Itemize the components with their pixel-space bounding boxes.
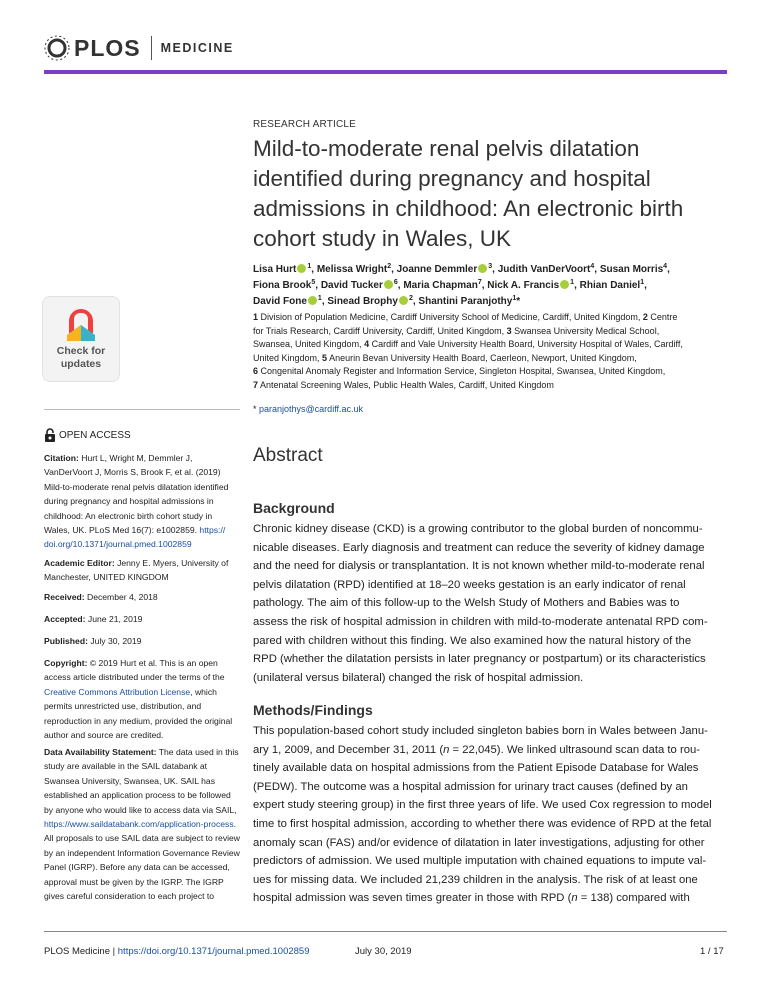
author-separator: ,: [315, 280, 321, 291]
journal-logo[interactable]: [44, 33, 234, 63]
data-line: All proposals to use SAIL data are subject to review: [44, 833, 241, 844]
corresponding-email: [253, 404, 363, 414]
data-line: study are available in the SAIL databank at: [44, 761, 208, 772]
affiliation-line: [253, 311, 733, 325]
article-type: RESEARCH ARTICLE: [253, 119, 357, 130]
affiliation-sup: 3: [488, 263, 493, 270]
license-link[interactable]: Creative Commons Attribution License: [44, 686, 191, 697]
accepted-value: June 21, 2019: [85, 614, 143, 624]
author-separator: ,: [321, 296, 328, 307]
data-line: The data used in this: [156, 747, 239, 757]
email-link[interactable]: paranjothys@cardiff.ac.uk: [259, 404, 364, 414]
orcid-icon[interactable]: [308, 296, 317, 305]
affiliation-number: 7: [253, 379, 259, 390]
author-name[interactable]: Maria Chapman: [403, 280, 478, 291]
data-line: Panel (IGRP). Before any data can be accessed,: [44, 862, 230, 873]
affiliation-sup: 4: [663, 263, 668, 270]
check-for-updates-badge[interactable]: [42, 296, 120, 382]
author-separator: ,: [492, 264, 498, 275]
methods-line: (PEDW). The outcome was a hospital admission for urinary tract causes (defined by an: [253, 780, 688, 793]
background-line: pared with children without this finding. We also examined how the natural history of the: [253, 634, 692, 647]
author-line: [253, 262, 733, 278]
footer-divider: [44, 931, 727, 932]
open-access-text: OPEN ACCESS: [59, 429, 131, 441]
citation-doi-link[interactable]: doi.org/10.1371/journal.pmed.1002859: [44, 539, 192, 550]
footer-date: July 30, 2019: [355, 946, 412, 957]
author-name[interactable]: Joanne Demmler: [396, 264, 478, 275]
affiliation-sup: 1: [317, 295, 322, 302]
received-label: Received:: [44, 592, 85, 602]
methods-line: predictors of admission. We used multiple imputation with chained equations to impute val-: [253, 855, 707, 868]
affiliation-sup: 1: [307, 263, 312, 270]
open-lock-icon: [44, 428, 56, 442]
affiliation-text: Antenatal Screening Wales, Public Health Wales, Cardiff, United Kingdom: [258, 379, 554, 390]
affiliation-sup: 7: [477, 279, 482, 286]
article-title: [253, 134, 723, 254]
methods-line: ary 1, 2009, and December 31, 2011 (n = 22,045). We linked ultrasound scan data to rou-: [253, 743, 701, 756]
received-date: [44, 590, 240, 604]
methods-line: anomaly scan (FAS) and/or evidence of dilatation in later investigations, adjusting for other: [253, 836, 705, 849]
affiliation-number: 2: [642, 312, 648, 322]
affiliation-number: 6: [253, 366, 259, 376]
editor-line: Manchester, UNITED KINGDOM: [44, 572, 169, 583]
data-line: gives careful consideration to each project to: [44, 891, 215, 902]
background-line: RPD (whether the dilatation persists in later pregnancy or postpartum) or its characteristics: [253, 653, 706, 666]
title-line: Mild-to-moderate renal pelvis dilatation: [253, 136, 640, 161]
methods-line: tinely available data on hospital admissions from the Patient Episode Database for Wales: [253, 762, 699, 775]
affiliation-sup: 6: [393, 279, 398, 286]
author-name[interactable]: Melissa Wright: [316, 264, 388, 275]
data-line: approval must be given by the IGRP. The IGRP: [44, 876, 224, 887]
author-separator: ,: [481, 280, 488, 291]
affiliation-text: Congenital Anomaly Register and Information Service, Singleton Hospital, Swansea, United Kingdom,: [258, 366, 666, 376]
author-name[interactable]: David Fone: [253, 296, 307, 307]
copyright-line: access article distributed under the terms of the: [44, 672, 225, 683]
copyright-line: , which: [190, 686, 217, 697]
affiliation-text: Swansea University Medical School,: [511, 325, 660, 336]
background-line: and the need for dialysis or transplantation. It is not known whether mild-to-moderate renal: [253, 560, 705, 573]
citation-label: Citation:: [44, 453, 79, 463]
background-line: nicable diseases. Early diagnosis and treatment can reduce the severity of kidney damage: [253, 541, 705, 554]
sail-application-link[interactable]: https://www.saildatabank.com/application-process: [44, 819, 234, 830]
affiliation-line: [253, 325, 733, 339]
logo-divider: [151, 36, 152, 60]
footer-citation: [44, 946, 310, 957]
copyright-line: author and source are credited.: [44, 730, 164, 741]
author-separator: ,: [412, 296, 419, 307]
citation-line: childhood: An electronic birth cohort study in: [44, 510, 213, 521]
affiliation-text: Aneurin Bevan University Health Board, Caerleon, Newport, United Kingdom,: [327, 352, 637, 363]
orcid-icon[interactable]: [478, 264, 487, 273]
title-line: admissions in childhood: An electronic birth: [253, 196, 684, 221]
background-line: pathology. The aim of this follow-up to the Welsh Study of Mothers and Babies was to: [253, 597, 680, 610]
affiliation-text: United Kingdom,: [253, 352, 323, 363]
affiliation-number: 5: [322, 352, 328, 363]
copyright-block: [44, 656, 240, 742]
citation-line: Mild-to-moderate renal pelvis dilatation identified: [44, 481, 229, 492]
author-separator: *: [516, 296, 521, 307]
background-line: Chronic kidney disease (CKD) is a growing contributor to the global burden of noncommu-: [253, 523, 703, 535]
author-separator: ,: [594, 264, 600, 275]
orcid-icon[interactable]: [560, 280, 569, 289]
orcid-icon[interactable]: [399, 296, 408, 305]
data-availability-label: Data Availability Statement:: [44, 747, 157, 757]
author-line: [253, 278, 733, 294]
header-accent-bar: [44, 70, 727, 74]
affiliation-text: for Trials Research, Cardiff University, Cardiff, United Kingdom,: [253, 325, 507, 336]
academic-editor-block: [44, 556, 240, 585]
author-name[interactable]: Lisa Hurt: [253, 264, 297, 275]
email-prefix: *: [253, 404, 260, 414]
footer-journal: PLOS Medicine |: [44, 946, 118, 957]
author-name[interactable]: Judith VanDerVoort: [497, 264, 591, 275]
orcid-icon[interactable]: [297, 264, 306, 273]
methods-heading: Methods/Findings: [253, 702, 373, 718]
background-line: pelvis dilatation (RPD) identified at 18–20 weeks gestation is an early indicator of renal: [253, 578, 686, 591]
brand-name: PLOS: [74, 34, 141, 61]
affiliation-line: [253, 379, 733, 393]
published-date: [44, 634, 240, 648]
copyright-line: reproduction in any medium, provided the original: [44, 715, 233, 726]
data-availability-block: [44, 745, 240, 903]
author-name[interactable]: Fiona Brook: [253, 280, 312, 291]
affiliation-sup: 2: [387, 263, 392, 270]
published-label: Published:: [44, 636, 88, 646]
methods-text: [253, 722, 728, 908]
title-line: identified during pregnancy and hospital: [253, 166, 651, 191]
affiliation-text: Centre: [647, 312, 678, 322]
affiliations: [253, 311, 733, 392]
data-line: by an independent Information Governance Review: [44, 847, 240, 858]
citation-line: during pregnancy and hospital admissions in: [44, 496, 214, 507]
author-separator: ,: [397, 280, 404, 291]
citation-doi-link[interactable]: https://: [199, 525, 226, 536]
affiliation-sup: 2: [408, 295, 413, 302]
author-name[interactable]: Rhian Daniel: [579, 280, 641, 291]
crossmark-icon: [63, 303, 99, 343]
affiliation-sup: 5: [311, 279, 316, 286]
methods-line: expert study steering group) in the first three years of life. We used Cox regression to model: [253, 799, 712, 812]
author-separator: ,: [391, 264, 397, 275]
methods-line: This population-based cohort study included singleton babies born in Wales between Janu-: [253, 725, 708, 737]
background-line: (unilateral versus bilateral) changed the risk of hospital admission.: [253, 671, 584, 684]
affiliation-sup: 1: [512, 295, 517, 302]
check-updates-line2: updates: [60, 358, 102, 370]
affiliation-text: Swansea, United Kingdom,: [253, 339, 365, 349]
journal-name: MEDICINE: [160, 41, 234, 55]
affiliation-sup: 1: [640, 279, 645, 286]
data-line: established an application process to be followed: [44, 790, 231, 801]
author-separator: ,: [574, 280, 580, 291]
methods-line: ues for missing data. We included 21,239 children in the analysis. The risk of at least one: [253, 873, 698, 886]
editor-label: Academic Editor:: [44, 558, 115, 568]
methods-line: hospital admission was seven times greater in those with RPD (n = 138) compared with: [253, 892, 690, 905]
data-line: Swansea University, Swansea, UK. SAIL has: [44, 775, 215, 786]
published-value: July 30, 2019: [87, 636, 142, 646]
received-value: December 4, 2018: [84, 592, 158, 602]
copyright-label: Copyright:: [44, 658, 88, 668]
author-list: [253, 262, 733, 310]
sidebar-divider: [44, 409, 240, 410]
check-updates-line1: Check for: [56, 345, 106, 357]
author-name[interactable]: Sinead Brophy: [327, 296, 398, 307]
methods-line: time to first hospital admission, according to whether there was evidence of RPD at the fetal: [253, 817, 712, 830]
affiliation-number: 3: [506, 325, 512, 336]
affiliation-sup: 4: [590, 263, 595, 270]
citation-line: Wales, UK. PLoS Med 16(7): e1002859.: [44, 525, 200, 536]
copyright-line: © 2019 Hurt et al. This is an open: [87, 658, 218, 668]
affiliation-text: Cardiff and Vale University Health Board, University Hospital of Wales, Cardiff,: [369, 339, 683, 349]
affiliation-sup: 1: [570, 279, 575, 286]
background-text: [253, 520, 728, 687]
page-number: 1 / 17: [700, 946, 724, 957]
citation-line: Hurt L, Wright M, Demmler J,: [78, 453, 193, 463]
author-name[interactable]: David Tucker: [320, 280, 383, 291]
abstract-heading: Abstract: [253, 445, 323, 466]
author-line: [253, 294, 733, 310]
affiliation-line: [253, 365, 733, 379]
author-separator: ,: [644, 280, 647, 291]
affiliation-number: 1: [253, 312, 259, 322]
data-line: .: [233, 819, 237, 830]
author-name[interactable]: Nick A. Francis: [487, 280, 560, 291]
author-separator: ,: [311, 264, 317, 275]
copyright-line: permits unrestricted use, distribution, and: [44, 701, 202, 712]
citation-block: [44, 451, 240, 552]
accepted-date: [44, 612, 240, 626]
author-name[interactable]: Shantini Paranjothy: [418, 296, 513, 307]
author-name[interactable]: Susan Morris: [599, 264, 664, 275]
affiliation-line: [253, 352, 733, 366]
background-line: assess the risk of hospital admission in children with mild-to-moderate antenatal RPD com-: [253, 615, 708, 628]
plos-logo-icon: [44, 35, 70, 61]
footer-doi-link[interactable]: https://doi.org/10.1371/journal.pmed.1002859: [117, 946, 310, 957]
orcid-icon[interactable]: [384, 280, 393, 289]
accepted-label: Accepted:: [44, 614, 86, 624]
editor-line: Jenny E. Myers, University of: [114, 558, 229, 568]
title-line: cohort study in Wales, UK: [253, 226, 512, 251]
background-heading: Background: [253, 500, 335, 516]
affiliation-text: Division of Population Medicine, Cardiff University School of Medicine, Cardiff, United Kingdom,: [258, 312, 643, 322]
open-access-label: [44, 428, 131, 442]
data-line: by anyone who would like to access data via SAIL,: [44, 804, 237, 815]
author-separator: ,: [667, 264, 670, 275]
affiliation-number: 4: [364, 339, 370, 349]
citation-line: VanDerVoort J, Morris S, Brook F, et al. (2019): [44, 467, 221, 478]
affiliation-line: [253, 338, 733, 352]
